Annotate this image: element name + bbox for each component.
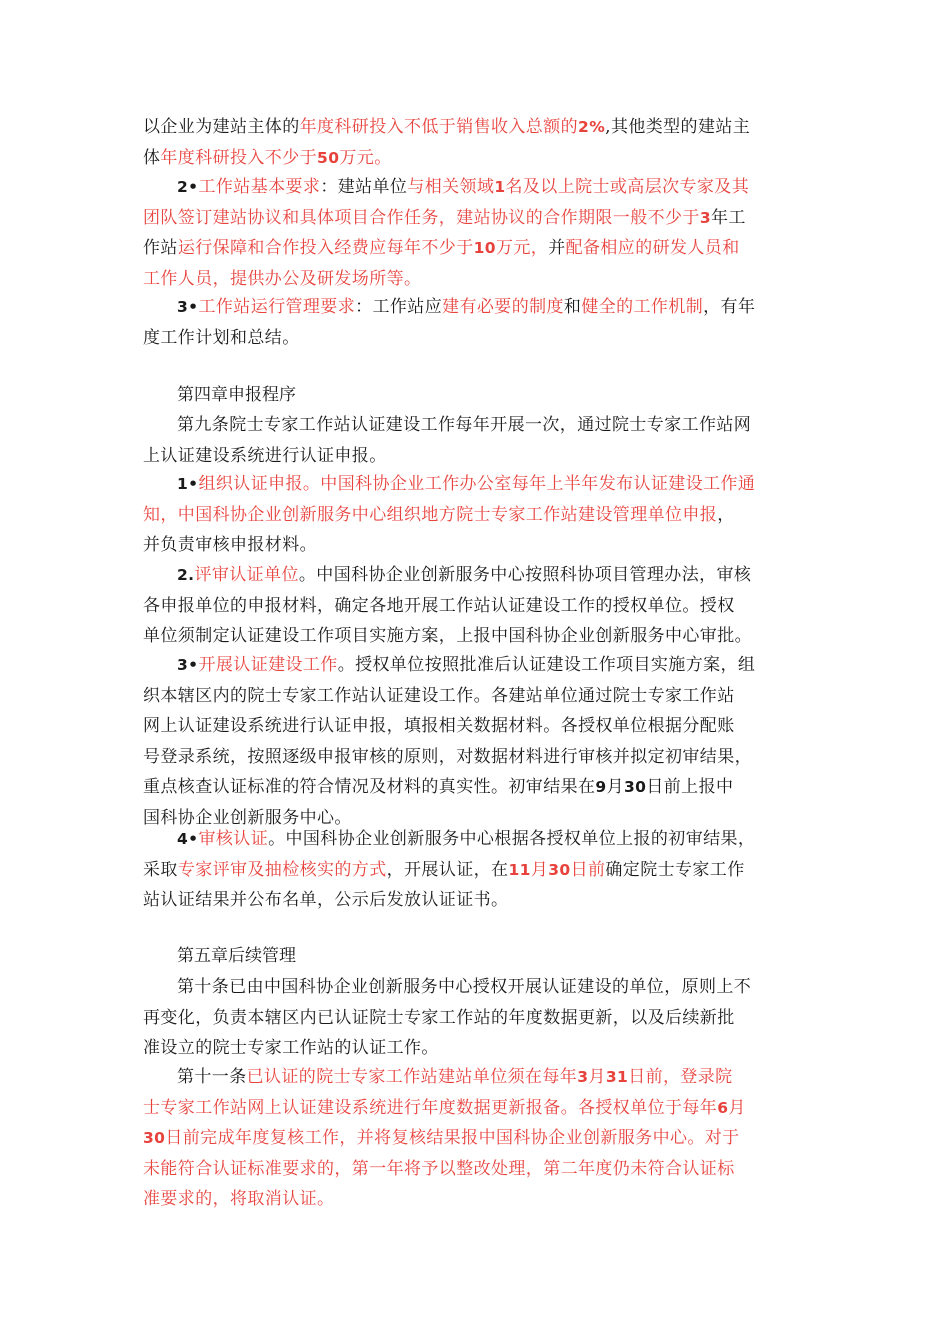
text-line: 号登录系统，按照逐级申报审核的原则，对数据材料进行审核并拟定初审结果， <box>143 746 752 767</box>
text-line: 未能符合认证标准要求的，第一年将予以整改处理，第二年度仍未符合认证标 <box>143 1158 735 1179</box>
paragraph-step-3 <box>143 650 823 833</box>
text-line: 站认证结果并公布名单，公示后发放认证证书。 <box>143 890 509 910</box>
text-line: 以企业为建站主体的年度科研投入不低于销售收入总额的2%,其他类型的建站主 <box>143 117 751 137</box>
text-line: 体年度科研投入不少于50万元。 <box>143 147 392 168</box>
chapter-heading: 第四章申报程序 <box>177 385 296 405</box>
text-line: 再变化，负责本辖区内已认证院士专家工作站的年度数据更新，以及后续新批 <box>143 1007 735 1028</box>
paragraph-item-3 <box>143 292 823 353</box>
paragraph-article-11 <box>143 1062 823 1215</box>
text-line: 2.评审认证单位。中国科协企业创新服务中心按照科协项目管理办法，审核 <box>177 565 752 585</box>
text-line: 2•工作站基本要求：建站单位与相关领域1名及以上院士或高层次专家及其 <box>177 177 750 197</box>
text-line: 知，中国科协企业创新服务中心组织地方院士专家工作站建设管理单位申报， <box>143 504 735 525</box>
text-line: 4•审核认证。中国科协企业创新服务中心根据各授权单位上报的初审结果， <box>177 829 756 849</box>
text-line: 1•组织认证申报。中国科协企业工作办公室每年上半年发布认证建设工作通 <box>177 474 756 494</box>
text-line: 织本辖区内的院士专家工作站认证建设工作。各建站单位通过院士专家工作站 <box>143 685 735 706</box>
text-line: 各申报单位的申报材料，确定各地开展工作站认证建设工作的授权单位。授权 <box>143 595 735 616</box>
text-line: 单位须制定认证建设工作项目实施方案，上报中国科协企业创新服务中心审批。 <box>143 626 752 646</box>
text-line: 作站运行保障和合作投入经费应每年不少于10万元，并配备相应的研发人员和 <box>143 238 740 258</box>
text-line: 度工作计划和总结。 <box>143 327 300 348</box>
paragraph-step-2 <box>143 560 823 652</box>
paragraph-article-10 <box>143 972 823 1064</box>
text-line: 上认证建设系统进行认证申报。 <box>143 445 387 466</box>
paragraph-step-1 <box>143 469 823 561</box>
text-line: 采取专家评审及抽检核实的方式，开展认证，在11月30日前确定院士专家工作 <box>143 859 745 880</box>
text-line: 团队签订建站协议和具体项目合作任务，建站协议的合作期限一般不少于3年工 <box>143 207 746 228</box>
text-line: 第十一条已认证的院士专家工作站建站单位须在每年3月31日前，登录院 <box>177 1067 733 1087</box>
text-line: 国科协企业创新服务中心。 <box>143 807 352 828</box>
text-line: 并负责审核申报材料。 <box>143 535 317 555</box>
text-line: 3•开展认证建设工作。授权单位按照批准后认证建设工作项目实施方案，组 <box>177 655 756 675</box>
text-line: 准要求的，将取消认证。 <box>143 1189 335 1209</box>
text-line: 准设立的院士专家工作站的认证工作。 <box>143 1038 439 1058</box>
text-line: 重点核查认证标准的符合情况及材料的真实性。初审结果在9月30日前上报中 <box>143 777 734 797</box>
paragraph-item-2 <box>143 172 823 294</box>
paragraph-step-4 <box>143 824 823 916</box>
text-line: 30日前完成年度复核工作，并将复核结果报中国科协企业创新服务中心。对于 <box>143 1128 740 1148</box>
paragraph-article-9 <box>143 410 823 471</box>
text-line: 网上认证建设系统进行认证申报，填报相关数据材料。各授权单位根据分配账 <box>143 716 735 736</box>
text-line: 士专家工作站网上认证建设系统进行年度数据更新报备。各授权单位于每年6月 <box>143 1097 746 1118</box>
chapter-heading: 第五章后续管理 <box>177 946 296 966</box>
text-line: 3•工作站运行管理要求：工作站应建有必要的制度和健全的工作机制，有年 <box>177 297 756 317</box>
paragraph-continuation <box>143 112 823 173</box>
text-line: 第九条院士专家工作站认证建设工作每年开展一次，通过院士专家工作站网 <box>177 415 752 435</box>
text-line: 第十条已由中国科协企业创新服务中心授权开展认证建设的单位，原则上不 <box>177 977 752 997</box>
text-line: 工作人员，提供办公及研发场所等。 <box>143 268 422 289</box>
